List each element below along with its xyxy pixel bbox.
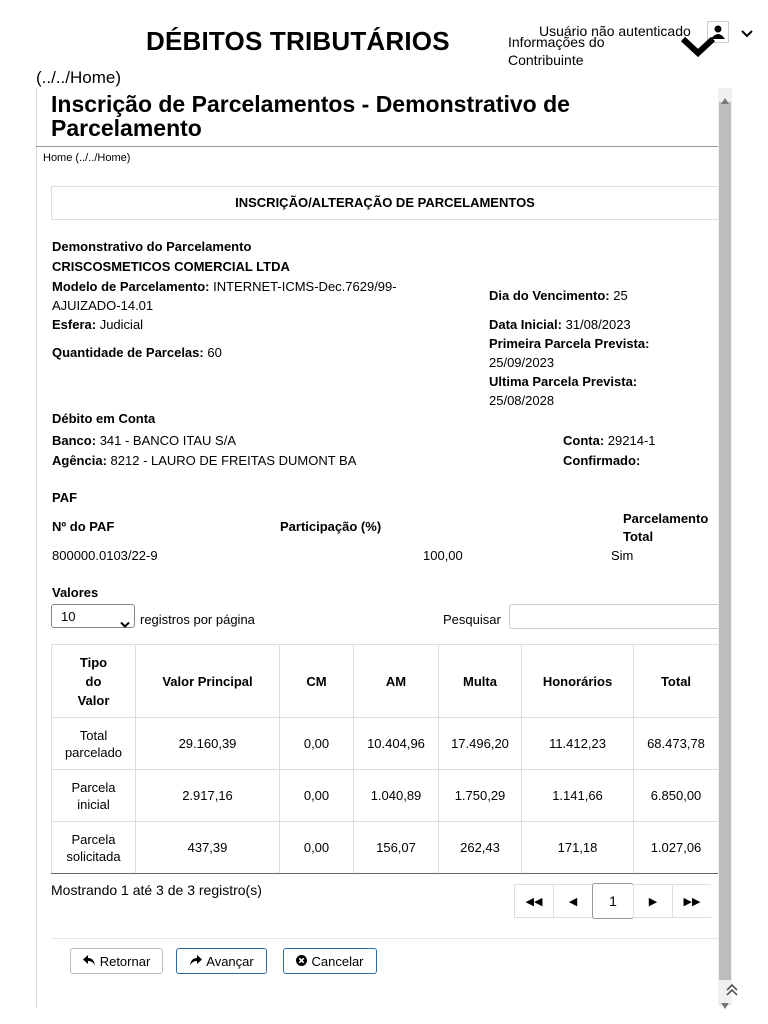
cell-honorarios: 1.141,66	[522, 770, 634, 822]
table-row	[52, 822, 719, 874]
data-inicial-field	[489, 315, 631, 334]
title-divider	[36, 146, 718, 147]
agencia-value: 8212 - LAURO DE FREITAS DUMONT BA	[110, 453, 357, 468]
cell-cm: 0,00	[280, 822, 354, 874]
cell-valor-principal: 29.160,39	[136, 718, 280, 770]
cell-am: 1.040,89	[354, 770, 439, 822]
paf-col-participacao: Participação (%)	[280, 519, 382, 534]
confirmado-field	[563, 451, 640, 470]
panel-title: INSCRIÇÃO/ALTERAÇÃO DE PARCELAMENTOS	[51, 186, 718, 220]
page-title: Inscrição de Parcelamentos - Demonstrativo de Parcelamento	[51, 91, 570, 141]
cell-multa: 17.496,20	[439, 718, 522, 770]
esfera-label: Esfera:	[52, 317, 97, 332]
qtd-parcelas-value: 60	[207, 345, 222, 360]
cell-honorarios: 11.412,23	[522, 718, 634, 770]
banco-label: Banco:	[52, 433, 97, 448]
conta-field	[563, 431, 656, 450]
col-total[interactable]: Total	[634, 645, 719, 718]
col-multa[interactable]: Multa	[439, 645, 522, 718]
cell-honorarios: 171,18	[522, 822, 634, 874]
double-chevron-right-icon: ▶▶	[683, 895, 701, 908]
user-status[interactable]: Usuário não autenticado	[539, 23, 691, 39]
cell-tipo-text: Total parcelado	[64, 727, 123, 760]
paf-num-value: 800000.0103/22-9	[52, 548, 158, 563]
table-header-row	[52, 645, 719, 718]
esfera-value: Judicial	[99, 317, 144, 332]
cell-am: 10.404,96	[354, 718, 439, 770]
table-info: Mostrando 1 até 3 de 3 registro(s)	[51, 882, 262, 898]
cell-total: 68.473,78	[634, 718, 719, 770]
cell-total: 1.027,06	[634, 822, 719, 874]
banco-value: 341 - BANCO ITAU S/A	[99, 433, 236, 448]
valores-table	[51, 644, 718, 874]
chevron-down-icon[interactable]	[741, 26, 753, 44]
company-name: CRISCOSMETICOS COMERCIAL LTDA	[52, 259, 290, 274]
cell-tipo-text: Parcela inicial	[71, 779, 116, 812]
data-inicial-label: Data Inicial:	[489, 317, 562, 332]
cell-valor-principal: 2.917,16	[136, 770, 280, 822]
data-inicial-value: 31/08/2023	[565, 317, 631, 332]
dia-vencimento-label: Dia do Vencimento:	[489, 288, 610, 303]
ultima-parcela-label: Ultima Parcela Prevista:	[489, 374, 638, 389]
valores-section-title: Valores	[52, 585, 99, 600]
esfera-field	[52, 315, 143, 334]
cancelar-button[interactable]	[283, 948, 377, 974]
retornar-label: Retornar	[99, 953, 151, 969]
ultima-parcela-field	[489, 372, 637, 410]
qtd-parcelas-label: Quantidade de Parcelas:	[52, 345, 204, 360]
primeira-parcela-field	[489, 334, 649, 372]
col-tipo[interactable]	[52, 645, 136, 718]
chevron-left-icon: ◀	[568, 895, 578, 908]
primeira-parcela-label: Primeira Parcela Prevista:	[489, 336, 650, 351]
modelo-label: Modelo de Parcelamento:	[52, 279, 210, 294]
cell-cm: 0,00	[280, 770, 354, 822]
site-title: DÉBITOS TRIBUTÁRIOS	[146, 26, 450, 56]
back-to-top-icon[interactable]	[724, 982, 740, 1003]
per-page-label: registros por página	[140, 612, 255, 627]
cell-tipo	[52, 822, 136, 874]
col-am[interactable]: AM	[354, 645, 439, 718]
qtd-parcelas-field	[52, 343, 222, 362]
col-tipo-label: Tipo do Valor	[77, 654, 110, 708]
table-row	[52, 718, 719, 770]
page-size-value: 10	[61, 609, 76, 624]
cancelar-label: Cancelar	[311, 953, 364, 969]
confirmado-label: Confirmado:	[563, 453, 641, 468]
banco-field	[52, 431, 236, 450]
agencia-label: Agência:	[52, 453, 107, 468]
cell-cm: 0,00	[280, 718, 354, 770]
cell-multa: 262,43	[439, 822, 522, 874]
double-chevron-left-icon: ◀◀	[525, 895, 543, 908]
col-cm[interactable]: CM	[280, 645, 354, 718]
avancar-label: Avançar	[206, 953, 254, 969]
footer-divider	[51, 938, 718, 939]
dia-vencimento-field	[489, 286, 628, 305]
ultima-parcela-value: 25/08/2028	[489, 393, 555, 408]
cell-tipo-text: Parcela solicitada	[66, 831, 121, 864]
menu-chevron-icon[interactable]	[680, 36, 716, 63]
page-size-select[interactable]	[51, 604, 135, 628]
pagination	[515, 884, 711, 918]
table-row	[52, 770, 719, 822]
frame-border	[36, 88, 37, 1008]
prev-page-button[interactable]	[553, 884, 593, 918]
paf-total-value: Sim	[611, 548, 634, 563]
conta-value: 29214-1	[607, 433, 656, 448]
next-page-button[interactable]	[633, 884, 673, 918]
current-page-button[interactable]: 1	[592, 883, 634, 919]
search-input[interactable]	[509, 604, 719, 629]
cell-tipo	[52, 718, 136, 770]
first-page-button[interactable]	[514, 884, 554, 918]
cancel-circle-icon	[296, 954, 307, 969]
breadcrumb[interactable]: Home (../../Home)	[43, 152, 131, 164]
paf-col-num: Nº do PAF	[52, 519, 115, 534]
chevron-down-icon	[120, 613, 130, 637]
paf-section-title: PAF	[52, 490, 78, 505]
last-page-button[interactable]	[672, 884, 711, 918]
cell-valor-principal: 437,39	[136, 822, 280, 874]
cell-tipo	[52, 770, 136, 822]
chevron-right-icon: ▶	[648, 895, 658, 908]
home-link[interactable]: (../../Home)	[36, 68, 122, 87]
col-valor-principal[interactable]: Valor Principal	[136, 645, 280, 718]
cell-total: 6.850,00	[634, 770, 719, 822]
reply-icon	[83, 954, 96, 969]
scroll-up-icon[interactable]	[721, 91, 729, 109]
col-honorarios[interactable]: Honorários	[522, 645, 634, 718]
paf-participacao-value: 100,00	[423, 548, 463, 563]
modelo-value: INTERNET-ICMS-Dec.7629/99-AJUIZADO-14.01	[52, 279, 397, 313]
paf-col-parcelamento-total: Parcelamento Total	[623, 511, 709, 544]
avancar-button[interactable]	[176, 948, 267, 974]
cell-am: 156,07	[354, 822, 439, 874]
contributor-info-link[interactable]: Informações do Contribuinte	[508, 34, 605, 68]
demo-section-title: Demonstrativo do Parcelamento	[52, 239, 252, 254]
modelo-field	[52, 277, 452, 315]
debito-section-title: Débito em Conta	[52, 411, 156, 426]
share-icon	[189, 954, 202, 969]
agencia-field	[52, 451, 356, 470]
dia-vencimento-value: 25	[613, 288, 628, 303]
retornar-button[interactable]	[70, 948, 163, 974]
cell-multa: 1.750,29	[439, 770, 522, 822]
primeira-parcela-value: 25/09/2023	[489, 355, 555, 370]
scrollbar-thumb[interactable]	[719, 102, 731, 980]
conta-label: Conta:	[563, 433, 605, 448]
search-label: Pesquisar	[443, 612, 501, 627]
